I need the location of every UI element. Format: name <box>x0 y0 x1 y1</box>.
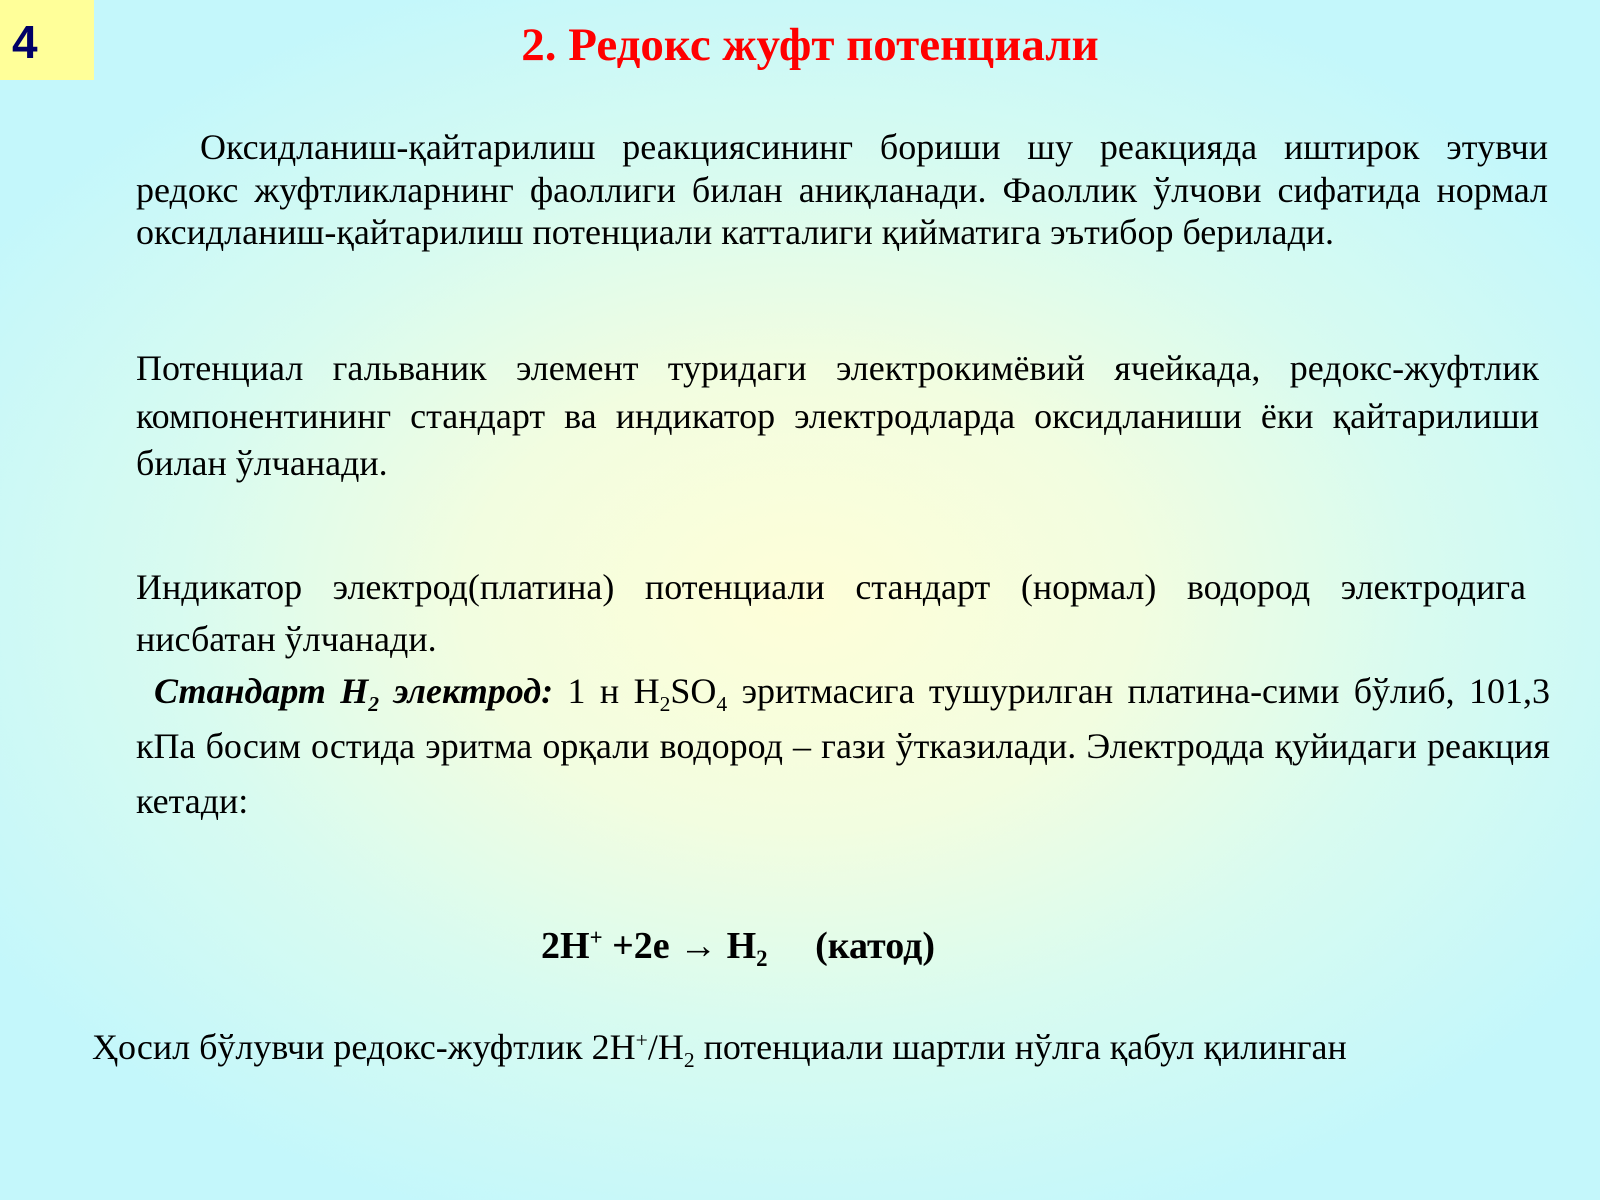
paragraph-standard-electrode: Стандарт $H_2$ электрод: 1 н $H_2SO_4$ эритмасига тушурилган платина-сими бўлиб, 101,3 кПа босим остида эритма орқали водород – гази ўтказилади. Электродда қуйидаги реакция кетади: <box>136 671 1550 821</box>
slide-number: 4 <box>0 0 94 80</box>
arrow-icon: → <box>679 925 718 967</box>
cathode-reaction-equation: $2H^+ +2e \to H_2$ (катод) <box>541 925 935 971</box>
paragraph-indicator-electrode: Индикатор электрод(платина) потенциали стандарт (нормал) водород электродига нисбатан ўлчанади. <box>136 567 1526 659</box>
paragraph-redox-activity: Оксидланиш-қайтарилиш реакциясининг бориши шу реакцияда иштирок этувчи редокс жуфтликларнинг фаоллиги билан аниқланади. Фаоллик ўлчови сифатида нормал оксидланиш-қайтарилиш потенциали катталиги қийматига эътибор берилади. <box>136 127 1548 252</box>
equation-label: (катод) <box>767 925 935 967</box>
standard-electrode-label: Стандарт $H_2$ электрод: <box>154 671 554 716</box>
slide-title: 2. Редокс жуфт потенциали <box>521 19 1099 71</box>
paragraph-zero-potential: Ҳосил бўлувчи редокс-жуфтлик $2H^+/H_2$ потенциали шартли нўлга қабул қилинган <box>92 1027 1347 1072</box>
paragraph-potential-measurement: Потенциал гальваник элемент туридаги электрокимёвий ячейкада, редокс-жуфтлик компонентининг стандарт ва индикатор электродларда оксидланиши ёки қайтарилиши билан ўлчанади. <box>136 348 1539 483</box>
